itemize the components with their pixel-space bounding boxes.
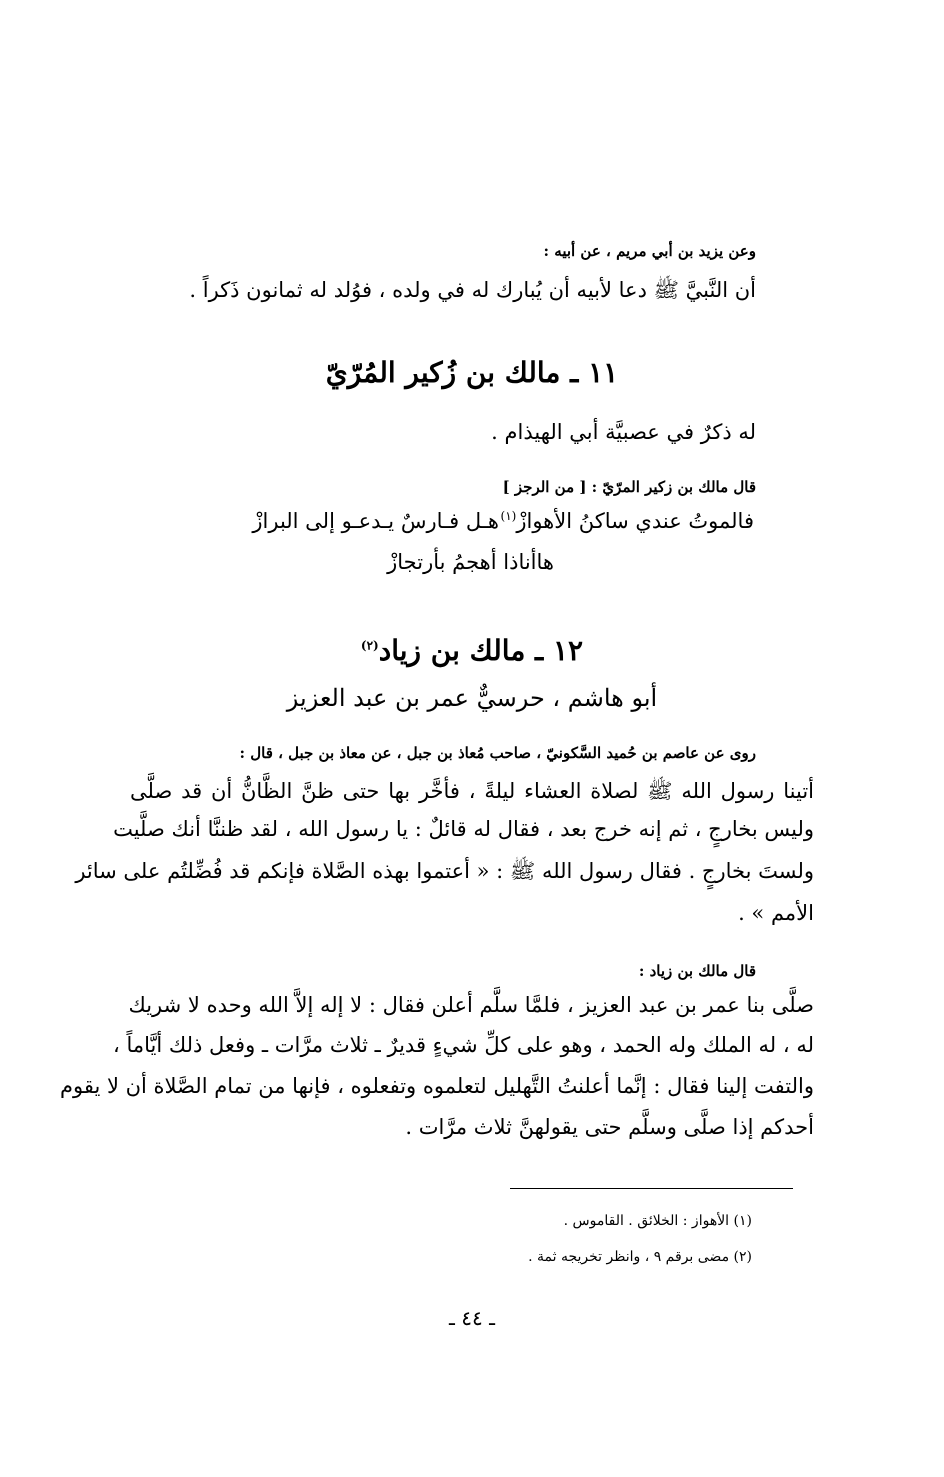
paragraph-1-line-1: أتينا رسول الله ﷺ لصلاة العشاء ليلةً ، فأخَّر بها حتى ظنَّ الظَّانُّ أن قد صلَّى <box>130 779 814 803</box>
verse-third-hemistich: هاأناذا أهجمُ بأرتجازْ <box>387 550 554 574</box>
section-11-text: له ذكرٌ في عصبيَّة أبي الهيذام . <box>491 420 756 444</box>
paragraph-1-line-3: ولستَ بخارجٍ . فقال رسول الله ﷺ : « أعتموا بهذه الصَّلاة فإنكم قد فُضِّلتُم على سائر <box>75 859 814 883</box>
footnote-2: (٢) مضى برقم ٩ ، وانظر تخريجه ثمة . <box>528 1249 752 1265</box>
footnote-ref-1: (١) <box>500 509 517 523</box>
verse-first-hemistich <box>501 509 754 533</box>
section-11-heading: ١١ ـ مالك بن زُكير المُرّيّ <box>325 356 619 389</box>
verse-second-hemistich: هـل فـارسٌ يـدعـو إلى البرازْ <box>252 509 499 533</box>
paragraph-1-line-4: الأمم » . <box>738 901 814 925</box>
hadith-chain: روى عن عاصم بن حُميد السَّكونيّ ، صاحب مُعاذ بن جبل ، عن معاذ بن جبل ، قال : <box>239 744 756 762</box>
footnote-ref-2: (٢) <box>360 638 379 653</box>
poem-intro: قال مالك بن زكير المرّيّ : [ من الرجز ] <box>502 478 756 496</box>
paragraph-2-line-1: صلَّى بنا عمر بن عبد العزيز ، فلمَّا سلَّم أعلن فقال : لا إله إلاَّ الله وحده لا شريك <box>128 993 814 1017</box>
page-number: ـ ٤٤ ـ <box>449 1306 495 1330</box>
section-12-subheading: أبو هاشم ، حرسيٌّ عمر بن عبد العزيز <box>286 684 658 712</box>
section-12-heading-text: ١٢ ـ مالك بن زياد <box>378 634 584 667</box>
paragraph-2-line-3: والتفت إلينا فقال : إنَّما أعلنتُ التَّهليل لتعلموه وتفعلوه ، فإنها من تمام الصَّلاة أن لا يقوم <box>59 1074 814 1098</box>
footnote-divider <box>510 1188 793 1189</box>
paragraph-1-line-2: وليس بخارجٍ ، ثم إنه خرج بعد ، فقال له قائلٌ : يا رسول الله ، لقد ظننَّا أنك صلَّيت <box>113 817 814 841</box>
intro-chain: وعن يزيد بن أبي مريم ، عن أبيه : <box>543 242 756 260</box>
paragraph-2-line-4: أحدكم إذا صلَّى وسلَّم حتى يقولهنَّ ثلاث مرَّات . <box>405 1115 814 1139</box>
paragraph-2-line-2: له ، له الملك وله الحمد ، وهو على كلِّ شيءٍ قديرٌ ـ ثلاث مرَّات ـ وفعل ذلك أيَّاماً ، <box>113 1033 814 1057</box>
verse-a-text: فالموتُ عندي ساكنُ الأهوازْ <box>516 509 754 533</box>
footnote-1: (١) الأهواز : الخلائق . القاموس . <box>563 1213 752 1229</box>
section-12-heading <box>0 634 944 667</box>
intro-text: أن النَّبيَّ ﷺ دعا لأبيه أن يُبارك له في ولده ، فوُلد له ثمانون ذَكراً . <box>189 278 756 302</box>
narrator-line: قال مالك بن زياد : <box>638 962 756 980</box>
